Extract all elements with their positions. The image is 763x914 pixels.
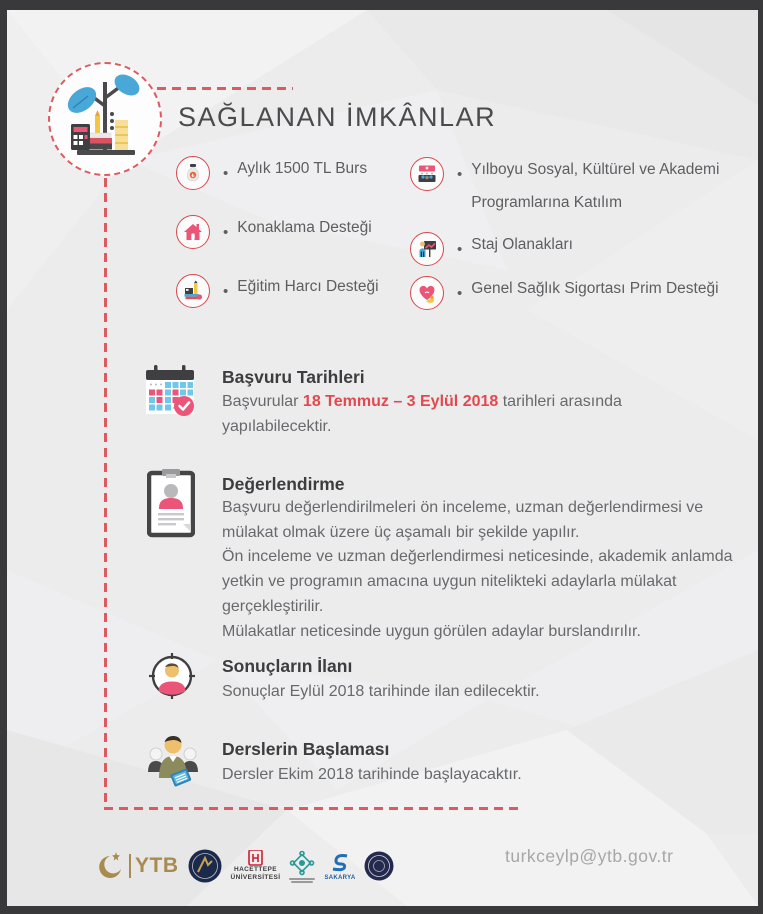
university-logo-3 (364, 851, 394, 881)
benefit-label: Aylık 1500 TL Burs (237, 160, 368, 177)
section-title-evaluation: Değerlendirme (222, 474, 345, 494)
section-title-classes: Derslerin Başlaması (222, 739, 390, 759)
bullet: • (457, 285, 463, 302)
logo-micro-text (289, 878, 315, 883)
calendar-check-icon (145, 365, 197, 419)
partner-logos (95, 838, 394, 894)
benefit-label: Konaklama Desteği (237, 219, 372, 236)
classes-text: Dersler Ekim 2018 tarihinde başlayacaktır. (222, 766, 522, 783)
benefit-item (410, 232, 573, 266)
hacettepe-university-logo (231, 850, 281, 882)
evaluation-paragraph: Ön inceleme ve uzman değerlendirmesi neticesinde, akademik anlamda yetkin ve programın amacına uygun nitelikteki adaylarla mülakat gerçekleştirilir. (222, 548, 733, 615)
benefit-item (410, 157, 758, 219)
students-book-icon (145, 732, 201, 792)
header-emblem-circle (48, 62, 162, 176)
heart-hand-icon (410, 276, 444, 310)
application-text-prefix: Başvurular (222, 393, 303, 410)
bullet: • (223, 224, 229, 241)
dashed-connector-left (104, 178, 107, 809)
university-logo-2 (289, 850, 315, 883)
page-title: SAĞLANAN İMKÂNLAR (178, 102, 497, 132)
section-title-results: Sonuçların İlanı (222, 656, 353, 676)
benefit-item (176, 156, 367, 190)
hacettepe-logo-line1: HACETTEPE (233, 866, 277, 873)
benefit-item (176, 274, 379, 308)
evaluation-paragraph: Mülakatlar neticesinde uygun görülen adaylar burslandırılır. (222, 622, 641, 640)
benefit-label: Yılboyu Sosyal, Kültürel ve Akademi Programlarına Katılım (471, 161, 720, 211)
hacettepe-logo-line2: ÜNİVERSİTESİ (230, 874, 281, 881)
house-icon (176, 215, 210, 249)
sakarya-logo-text: SAKARYA (324, 874, 356, 881)
benefit-item (410, 276, 758, 310)
bullet: • (457, 241, 463, 258)
results-text: Sonuçlar Eylül 2018 tarihinde ilan edilecektir. (222, 683, 540, 700)
application-dates-text (222, 389, 730, 439)
university-logo-1 (188, 849, 222, 883)
section-title-application-dates: Başvuru Tarihleri (222, 367, 365, 387)
evaluation-text (222, 496, 734, 644)
contact-email: turkceylp@ytb.gov.tr (505, 846, 674, 866)
benefit-label: Genel Sağlık Sigortası Prim Desteği (471, 280, 719, 297)
target-person-icon (148, 652, 196, 700)
flyer-page (7, 10, 758, 906)
ytb-logo (95, 850, 179, 882)
application-text-suffix: tarihleri arasında yapılabilecektir. (222, 393, 622, 435)
bullet: • (457, 166, 463, 183)
evaluation-paragraph: Başvuru değerlendirilmeleri ön inceleme, uzman değerlendirmesi ve mülakat olmak üzere üç aşamalı bir şekilde yapılır. (222, 499, 704, 541)
benefit-item (176, 215, 372, 249)
books-pencil-icon (176, 274, 210, 308)
sakarya-emblem-icon (329, 852, 351, 874)
benefit-label: Eğitim Harcı Desteği (237, 278, 379, 295)
clipboard-person-icon (147, 468, 195, 538)
bullet: • (223, 283, 229, 300)
hacettepe-emblem-icon (248, 850, 263, 866)
bullet: • (223, 165, 229, 182)
application-date-range: 18 Temmuz – 3 Eylül 2018 (302, 393, 499, 410)
ytb-logo-text: YTB (135, 854, 179, 877)
sakarya-university-logo (324, 852, 355, 881)
crescent-star-icon (95, 850, 125, 882)
dashed-connector-top (157, 87, 293, 90)
plant-growth-books-icon (59, 72, 151, 166)
svg-text:₺: ₺ (191, 173, 195, 178)
presentation-icon (410, 232, 444, 266)
benefit-label: Staj Olanakları (471, 236, 573, 253)
stage-event-icon (410, 157, 444, 191)
dashed-connector-bottom (104, 807, 520, 810)
money-bag-icon (176, 156, 210, 190)
